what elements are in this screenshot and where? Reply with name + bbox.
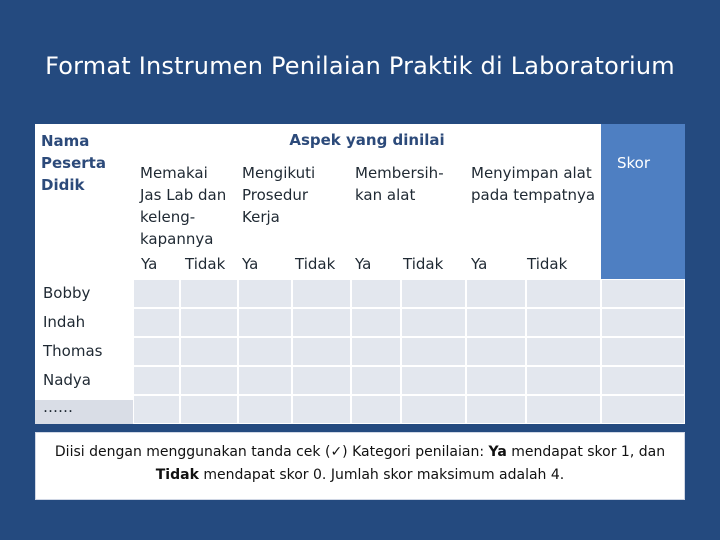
ya-label-1: Ya (141, 255, 158, 273)
score-cell[interactable] (601, 279, 685, 308)
score-cell[interactable] (133, 308, 180, 337)
score-cell[interactable] (180, 366, 238, 395)
aspect-4-label: Menyimpan alat pada tempatnya (471, 164, 596, 204)
score-cell[interactable] (466, 337, 526, 366)
page-title: Format Instrumen Penilaian Praktik di Laboratorium (45, 52, 675, 80)
score-cell[interactable] (351, 337, 401, 366)
aspect-group-header: Aspek yang dinilai (289, 131, 445, 149)
score-cell[interactable] (466, 279, 526, 308)
score-cell[interactable] (351, 366, 401, 395)
name-header-label: Nama Peserta Didik (41, 132, 106, 194)
tidak-label-3: Tidak (403, 255, 444, 273)
aspect-2-label: Mengikuti Prosedur Kerja (242, 164, 316, 226)
score-cell[interactable] (180, 395, 238, 424)
note-text: Diisi dengan menggunakan tanda cek ( (54, 444, 331, 460)
score-cell[interactable] (180, 308, 238, 337)
score-cell[interactable] (292, 308, 351, 337)
score-cell[interactable] (401, 366, 466, 395)
score-cell[interactable] (601, 308, 685, 337)
score-cell[interactable] (292, 337, 351, 366)
student-name: …… (43, 398, 73, 416)
score-cell[interactable] (351, 395, 401, 424)
check-mark-icon: ✓ (330, 444, 343, 460)
score-cell[interactable] (351, 308, 401, 337)
score-cell[interactable] (401, 337, 466, 366)
student-name: Nadya (43, 371, 92, 389)
instruction-note (35, 432, 685, 500)
note-text: ) Kategori penilaian: (342, 444, 489, 460)
score-cell[interactable] (351, 279, 401, 308)
ya-label-4: Ya (471, 255, 488, 273)
score-cell[interactable] (238, 366, 292, 395)
score-cell[interactable] (238, 308, 292, 337)
score-cell[interactable] (292, 366, 351, 395)
score-cell[interactable] (601, 395, 685, 424)
score-cell[interactable] (133, 279, 180, 308)
score-cell[interactable] (133, 337, 180, 366)
note-ya: Ya (488, 444, 507, 460)
note-text: mendapat skor 0. Jumlah skor maksimum adalah 4. (198, 467, 565, 483)
score-cell[interactable] (133, 395, 180, 424)
ya-label-2: Ya (242, 255, 259, 273)
score-cell[interactable] (401, 308, 466, 337)
score-cell[interactable] (526, 366, 601, 395)
student-name: Bobby (43, 284, 91, 302)
score-cell[interactable] (401, 279, 466, 308)
score-cell[interactable] (292, 395, 351, 424)
score-cell[interactable] (133, 366, 180, 395)
tidak-label-1: Tidak (185, 255, 226, 273)
aspect-3-label: Membersih-kan alat (355, 164, 444, 204)
score-cell[interactable] (526, 308, 601, 337)
skor-header (601, 124, 685, 279)
tidak-label-2: Tidak (295, 255, 336, 273)
score-cell[interactable] (180, 279, 238, 308)
score-cell[interactable] (526, 395, 601, 424)
aspect-header-block (133, 124, 601, 279)
ya-label-3: Ya (355, 255, 372, 273)
aspect-1-label: Memakai Jas Lab dan keleng-kapannya (140, 164, 227, 248)
score-cell[interactable] (238, 279, 292, 308)
note-text: mendapat skor 1, dan (506, 444, 666, 460)
score-cell[interactable] (292, 279, 351, 308)
score-cell[interactable] (601, 337, 685, 366)
score-cell[interactable] (526, 279, 601, 308)
assessment-table (35, 124, 685, 424)
tidak-label-4: Tidak (527, 255, 568, 273)
note-tidak: Tidak (155, 467, 199, 483)
score-cell[interactable] (238, 337, 292, 366)
student-name: Indah (43, 313, 86, 331)
skor-header-label: Skor (617, 154, 651, 172)
score-cell[interactable] (401, 395, 466, 424)
score-cell[interactable] (526, 337, 601, 366)
score-cell[interactable] (466, 395, 526, 424)
score-cell[interactable] (466, 366, 526, 395)
score-cell[interactable] (466, 308, 526, 337)
score-cell[interactable] (238, 395, 292, 424)
student-name: Thomas (43, 342, 103, 360)
score-cell[interactable] (601, 366, 685, 395)
score-cell[interactable] (180, 337, 238, 366)
